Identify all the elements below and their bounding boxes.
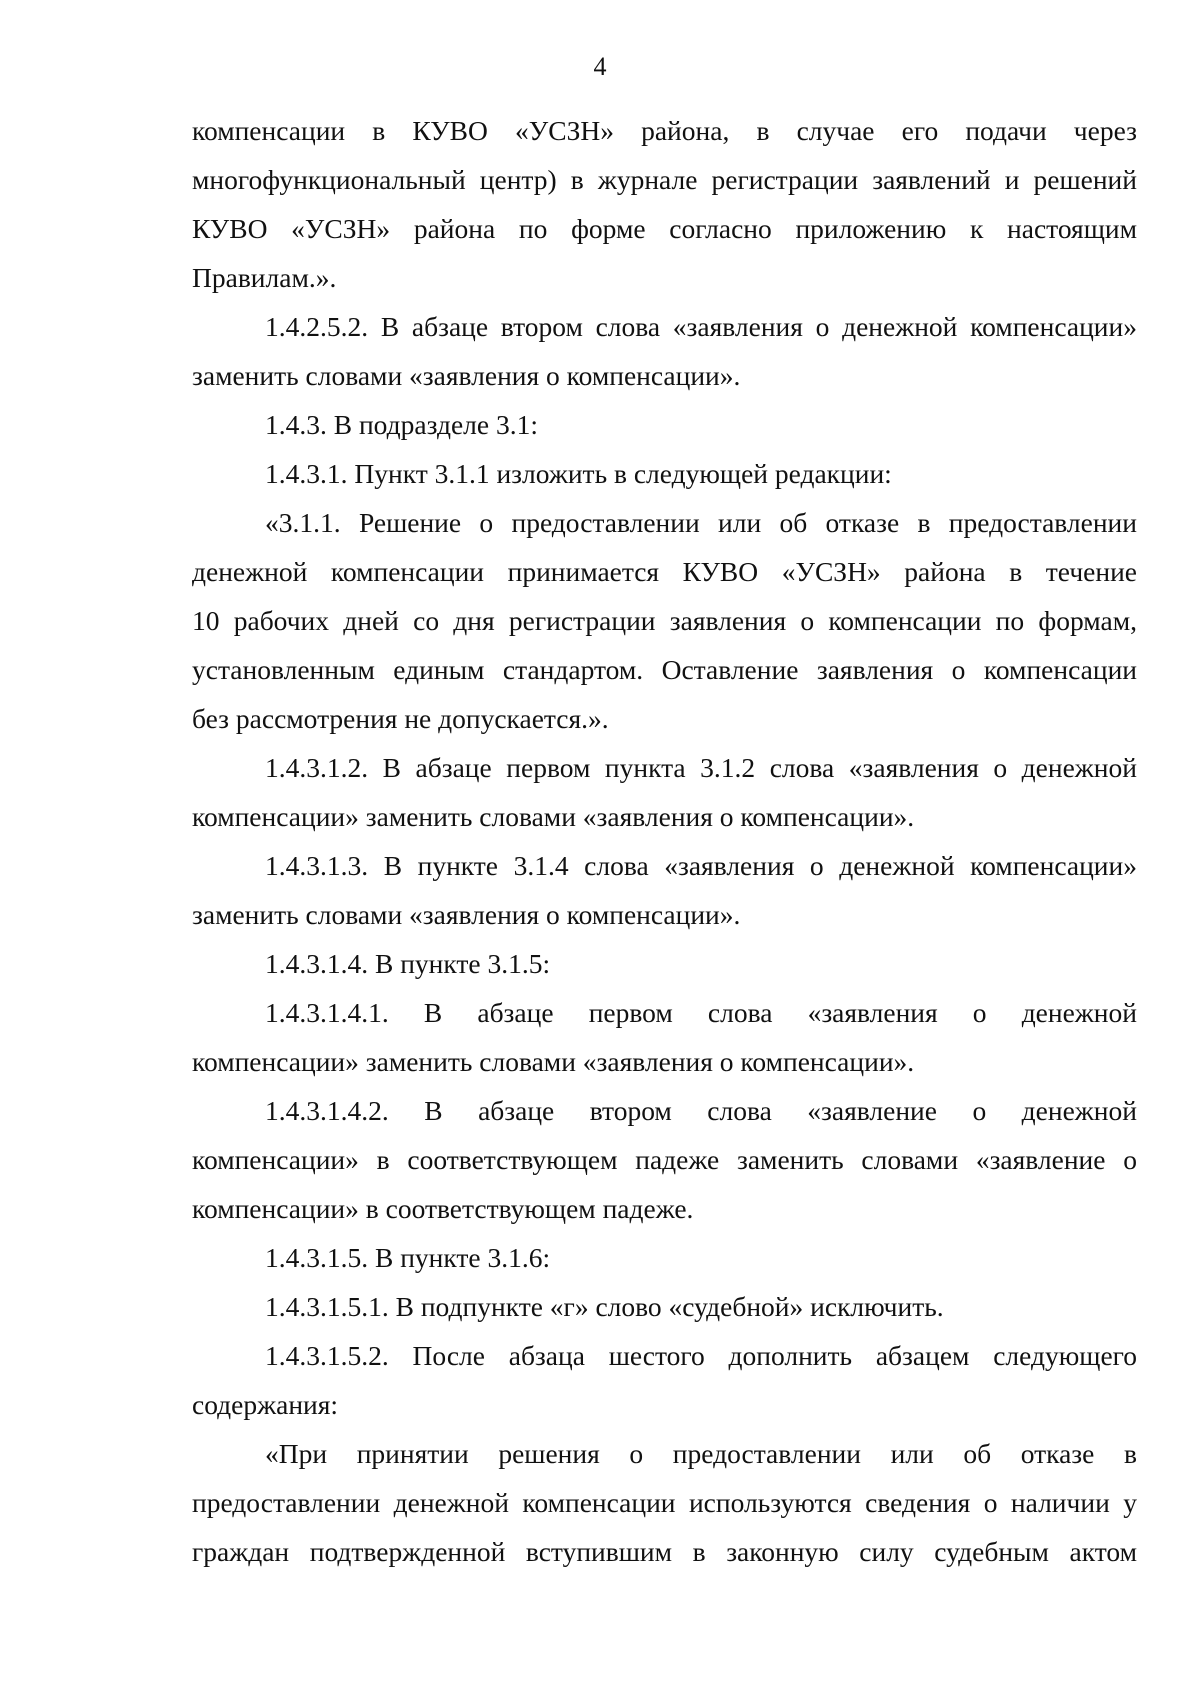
- text-line: предоставлении денежной компенсации используются сведения о наличии у: [192, 1487, 1137, 1518]
- text-line: многофункциональный центр) в журнале регистрации заявлений и решений: [192, 164, 1137, 195]
- text-line: «3.1.1. Решение о предоставлении или об отказе в предоставлении: [265, 507, 1137, 538]
- text-line: компенсации» в соответствующем падеже.: [192, 1193, 694, 1224]
- paragraph: [192, 1282, 1137, 1331]
- text-line: компенсации» заменить словами «заявления о компенсации».: [192, 801, 915, 832]
- text-line: 1.4.3.1.4.1. В абзаце первом слова «заявления о денежной: [265, 997, 1137, 1028]
- text-line: 1.4.3.1.4. В пункте 3.1.5:: [265, 948, 551, 979]
- text-line: 1.4.3.1.3. В пункте 3.1.4 слова «заявления о денежной компенсации»: [265, 850, 1137, 881]
- text-line: без рассмотрения не допускается.».: [192, 703, 609, 734]
- text-line: «При принятии решения о предоставлении или об отказе в: [265, 1438, 1137, 1469]
- paragraph: [192, 1331, 1137, 1429]
- text-line: 1.4.3.1. Пункт 3.1.1 изложить в следующей редакции:: [265, 458, 892, 489]
- paragraph: [192, 988, 1137, 1086]
- text-line: установленным единым стандартом. Оставление заявления о компенсации: [192, 654, 1137, 685]
- text-line: заменить словами «заявления о компенсации».: [192, 360, 741, 391]
- text-line: 1.4.3.1.5. В пункте 3.1.6:: [265, 1242, 551, 1273]
- paragraph: [192, 939, 1137, 988]
- text-line: 1.4.3.1.5.2. После абзаца шестого дополнить абзацем следующего: [265, 1340, 1137, 1371]
- paragraph: [192, 1086, 1137, 1233]
- paragraph: [192, 743, 1137, 841]
- document-body: [192, 106, 1137, 1576]
- paragraph: [192, 1429, 1137, 1576]
- paragraph: [192, 449, 1137, 498]
- text-line: КУВО «УСЗН» района по форме согласно приложению к настоящим: [192, 213, 1137, 244]
- paragraph: [192, 1233, 1137, 1282]
- paragraph: [192, 498, 1137, 743]
- paragraph: [192, 400, 1137, 449]
- text-line: компенсации» заменить словами «заявления о компенсации».: [192, 1046, 915, 1077]
- text-line: Правилам.».: [192, 262, 337, 293]
- text-line: граждан подтвержденной вступившим в законную силу судебным актом: [192, 1536, 1137, 1567]
- text-line: денежной компенсации принимается КУВО «УСЗН» района в течение: [192, 556, 1137, 587]
- text-line: 1.4.3.1.5.1. В подпункте «г» слово «судебной» исключить.: [265, 1291, 944, 1322]
- text-line: содержания:: [192, 1389, 339, 1420]
- text-line: 1.4.3.1.4.2. В абзаце втором слова «заявление о денежной: [265, 1095, 1137, 1126]
- text-line: 1.4.3.1.2. В абзаце первом пункта 3.1.2 слова «заявления о денежной: [265, 752, 1137, 783]
- paragraph: [192, 106, 1137, 302]
- text-line: компенсации в КУВО «УСЗН» района, в случае его подачи через: [192, 115, 1137, 146]
- paragraph: [192, 841, 1137, 939]
- text-line: 1.4.3. В подразделе 3.1:: [265, 409, 538, 440]
- text-line: заменить словами «заявления о компенсации».: [192, 899, 741, 930]
- text-line: 10 рабочих дней со дня регистрации заявления о компенсации по формам,: [192, 605, 1137, 636]
- paragraph: [192, 302, 1137, 400]
- page-number: 4: [593, 52, 607, 81]
- text-line: 1.4.2.5.2. В абзаце втором слова «заявления о денежной компенсации»: [265, 311, 1137, 342]
- text-line: компенсации» в соответствующем падеже заменить словами «заявление о: [192, 1144, 1137, 1175]
